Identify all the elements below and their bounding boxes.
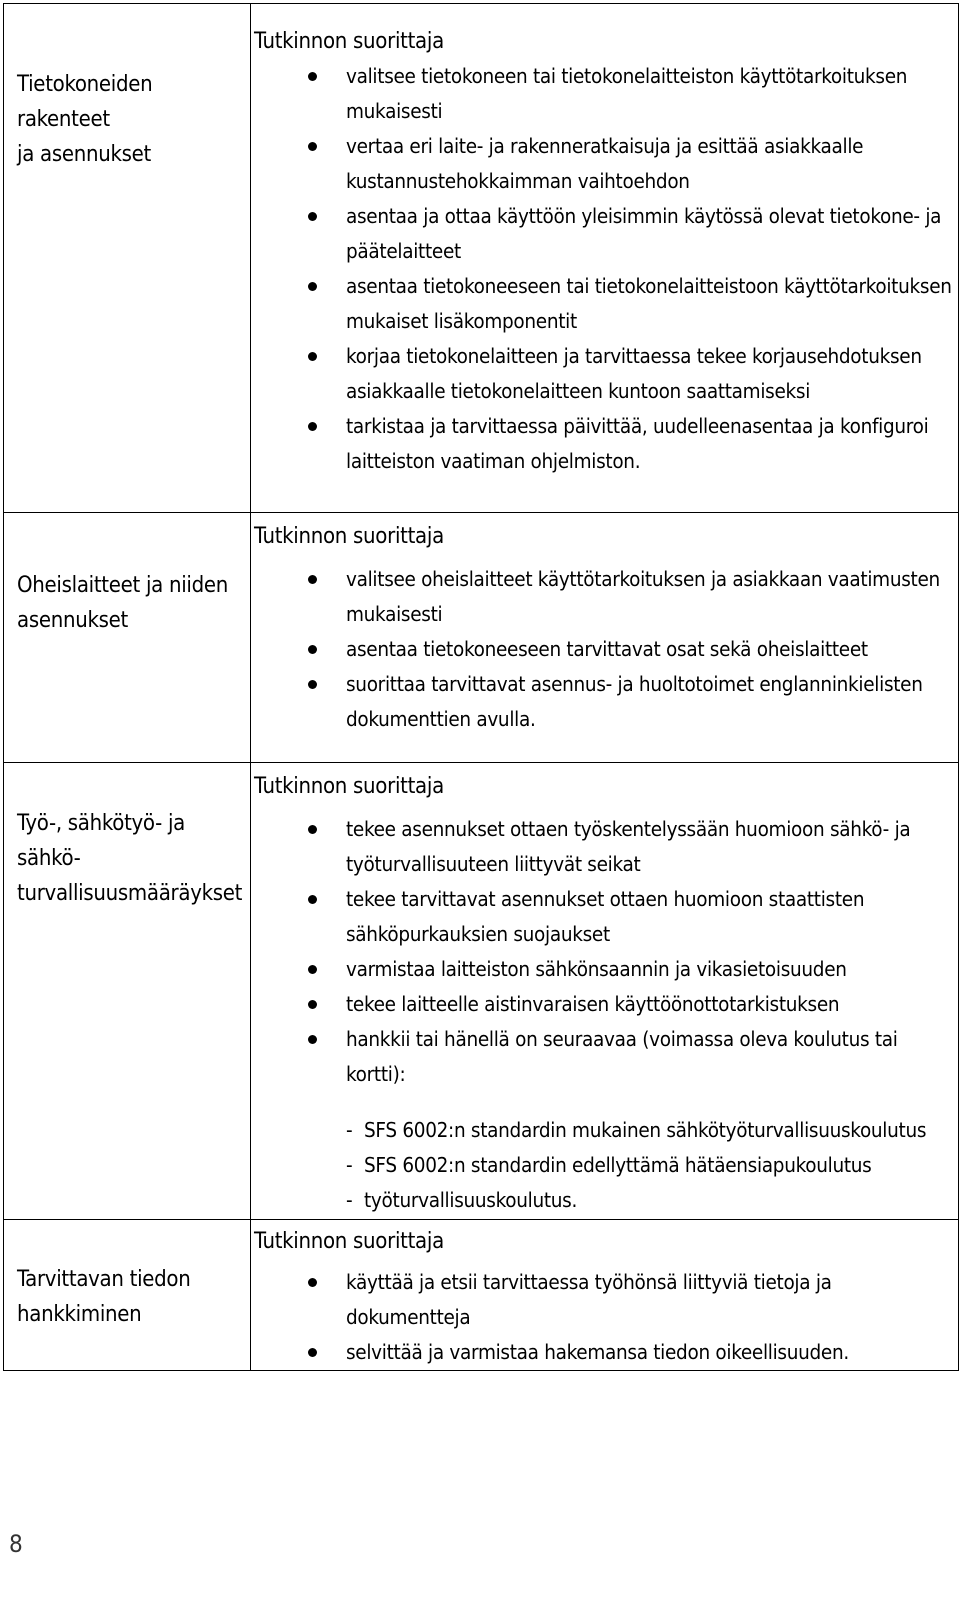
criteria-heading: Tutkinnon suorittaja <box>254 29 444 54</box>
page-number: 8 <box>9 1530 23 1558</box>
bullet-icon <box>308 895 317 904</box>
list-item: selvittää ja varmistaa hakemansa tiedon oikeellisuuden. <box>251 1335 958 1370</box>
list-item: hankkii tai hänellä on seuraavaa (voimassa oleva koulutus tai kortti): <box>251 1022 958 1092</box>
topic-label: Tarvittavan tiedon hankkiminen <box>17 1267 191 1327</box>
assessment-criteria-table <box>3 3 959 1371</box>
bullet-icon <box>308 1348 317 1357</box>
bullet-icon <box>308 1000 317 1009</box>
bullet-icon <box>308 575 317 584</box>
list-item: - SFS 6002:n standardin edellyttämä hätäensiapukoulutus <box>251 1148 958 1183</box>
criteria-list <box>251 812 958 1092</box>
list-item: - työturvallisuuskoulutus. <box>251 1183 958 1218</box>
list-item: valitsee oheislaitteet käyttötarkoituksen ja asiakkaan vaatimusten mukaisesti <box>251 562 958 632</box>
list-item: - SFS 6002:n standardin mukainen sähkötyöturvallisuuskoulutus <box>251 1113 958 1148</box>
list-item: tekee asennukset ottaen työskentelyssään huomioon sähkö- ja työturvallisuuteen liittyvät seikat <box>251 812 958 882</box>
table-row <box>4 1220 959 1371</box>
dash-marker: - <box>346 1153 353 1177</box>
dash-marker: - <box>346 1118 353 1142</box>
topic-cell <box>4 1220 251 1371</box>
topic-cell <box>4 763 251 1220</box>
bullet-icon <box>308 282 317 291</box>
bullet-icon <box>308 1278 317 1287</box>
list-item: korjaa tietokonelaitteen ja tarvittaessa tekee korjausehdotuksen asiakkaalle tietokonelaitteen kuntoon saattamiseksi <box>251 339 958 409</box>
criteria-heading: Tutkinnon suorittaja <box>254 1229 444 1254</box>
bullet-icon <box>308 645 317 654</box>
list-item: valitsee tietokoneen tai tietokonelaitteiston käyttötarkoituksen mukaisesti <box>251 59 958 129</box>
list-item: asentaa ja ottaa käyttöön yleisimmin käytössä olevat tietokone- ja päätelaitteet <box>251 199 958 269</box>
bullet-icon <box>308 212 317 221</box>
list-item: suorittaa tarvittavat asennus- ja huoltotoimet englanninkielisten dokumenttien avulla. <box>251 667 958 737</box>
bullet-icon <box>308 680 317 689</box>
table-row <box>4 763 959 1220</box>
criteria-heading: Tutkinnon suorittaja <box>254 774 444 799</box>
topic-label: Oheislaitteet ja niiden asennukset <box>17 573 229 633</box>
bullet-icon <box>308 965 317 974</box>
list-item: varmistaa laitteiston sähkönsaannin ja vikasietoisuuden <box>251 952 958 987</box>
table-row <box>4 513 959 763</box>
criteria-cell <box>251 763 959 1220</box>
bullet-icon <box>308 825 317 834</box>
topic-cell <box>4 513 251 763</box>
table-row <box>4 4 959 513</box>
topic-cell <box>4 4 251 513</box>
bullet-icon <box>308 72 317 81</box>
criteria-list <box>251 562 958 737</box>
training-list <box>251 1113 958 1218</box>
criteria-cell <box>251 1220 959 1371</box>
bullet-icon <box>308 422 317 431</box>
topic-label: Työ-, sähkötyö- ja sähkö- turvallisuusmääräykset <box>17 811 243 906</box>
list-item: tekee laitteelle aistinvaraisen käyttöönottotarkistuksen <box>251 987 958 1022</box>
list-item: tekee tarvittavat asennukset ottaen huomioon staattisten sähköpurkauksien suojaukset <box>251 882 958 952</box>
list-item: vertaa eri laite- ja rakenneratkaisuja ja esittää asiakkaalle kustannustehokkaimman vaihtoehdon <box>251 129 958 199</box>
dash-marker: - <box>346 1188 353 1212</box>
list-item: asentaa tietokoneeseen tarvittavat osat sekä oheislaitteet <box>251 632 958 667</box>
criteria-list <box>251 1265 958 1370</box>
bullet-icon <box>308 142 317 151</box>
criteria-list <box>251 59 958 479</box>
list-item: käyttää ja etsii tarvittaessa työhönsä liittyviä tietoja ja dokumentteja <box>251 1265 958 1335</box>
bullet-icon <box>308 1035 317 1044</box>
criteria-cell <box>251 513 959 763</box>
list-item: asentaa tietokoneeseen tai tietokonelaitteistoon käyttötarkoituksen mukaiset lisäkomponentit <box>251 269 958 339</box>
bullet-icon <box>308 352 317 361</box>
criteria-heading: Tutkinnon suorittaja <box>254 524 444 549</box>
list-item: tarkistaa ja tarvittaessa päivittää, uudelleenasentaa ja konfiguroi laitteiston vaatiman ohjelmiston. <box>251 409 958 479</box>
criteria-cell <box>251 4 959 513</box>
topic-label: Tietokoneiden rakenteet ja asennukset <box>17 72 153 167</box>
